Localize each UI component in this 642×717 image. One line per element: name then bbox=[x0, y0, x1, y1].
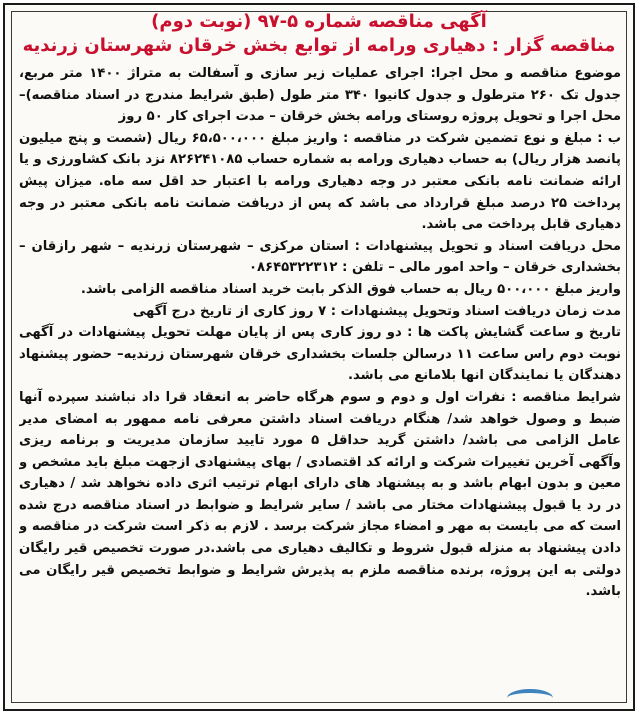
guarantee-paragraph: ب : مبلغ و نوع تضمین شرکت در مناقصه : واریز مبلغ ۶۵،۵۰۰،۰۰۰ ریال (شصت و پنج میلیون پانصد هزار ریال) به حساب دهیاری ورامه به شماره حساب ۸۲۶۲۴۱۰۸۵ نزد بانک کشاورزی و یا ارائه ضمانت نامه بانکی معتبر در وجه دهیاری ورامه با اعتبار حد اقل سه ماه. میزان پیش پرداخت ۲۵ درصد مبلغ قرارداد می باشد که پس از دریافت ضمانت نامه بانکی معتبر در وجه دهیاری قابل پرداخت می باشد. bbox=[19, 130, 621, 233]
document-fee-paragraph: واریز مبلغ ۵۰۰،۰۰۰ ریال به حساب فوق الذکر بابت خرید اسناد مناقصه الزامی باشد. bbox=[80, 281, 621, 297]
conditions-paragraph: شرایط مناقصه : نفرات اول و دوم و سوم هرگاه حاضر به انعقاد قرا داد نباشند سپرده آنها ضبط و وصول خواهد شد/ هنگام دریافت اسناد داشتن معرفی نامه ممهور به امضای مدیر عامل الزامی می باشد/ داشتن گرید حداقل ۵ مورد تایید سازمان مدیریت و برنامه ریزی وآگهی آخرین تغییرات شرکت و ارائه کد اقتصادی / بهای پیشنهادی ازجهت مبلغ باید مشخص و معین و بدون ابهام باشد و به پیشنهاد های دارای ابهام ترتیب اثری داده نخواهد شد / دهیاری در رد یا قبول پیشنهادات مختار می باشد / سایر شرایط و ضوابط در اسناد مناقصه درج شده است که می بایست به مهر و امضاء مجاز شرکت برسد . لازم به ذکر است شرکت در مناقصه و دادن پیشنهاد به منزله قبول شروط و تکالیف دهیاری می باشد.در صورت تخصیص قیر رایگان دولتی به این پروژه، برنده مناقصه ملزم به پذیرش شرایط و ضوابط تخصیص قیر رایگان می باشد. bbox=[19, 389, 621, 600]
documents-location-paragraph: محل دریافت اسناد و تحویل پیشنهادات : استان مرکزی – شهرستان زرندیه – شهر رازقان – بخشداری خرقان – واحد امور مالی – تلفن : ۰۸۶۴۵۳۲۲۳۱۲ bbox=[19, 238, 621, 276]
notice-title: آگهی مناقصه شماره ۵-۹۷ (نوبت دوم) bbox=[151, 11, 487, 32]
publisher-logo-icon bbox=[507, 689, 553, 707]
deadline-paragraph: مدت زمان دریافت اسناد وتحویل پیشنهادات : ۷ روز کاری از تاریخ درج آگهی bbox=[132, 303, 621, 319]
tender-organizer-title: مناقصه گزار : دهیاری ورامه از توابع بخش خرقان شهرستان زرندیه bbox=[22, 35, 616, 56]
subject-paragraph bbox=[19, 63, 621, 128]
opening-date-paragraph: تاریخ و ساعت گشایش پاکت ها : دو روز کاری پس از پایان مهلت تحویل پیشنهادات در آگهی نوبت دوم راس ساعت ۱۱ درسالن جلسات بخشداری خرقان شهرستان زرندیه– حضور پیشنهاد دهندگان یا نمایندگان انها بلامانع می باشد. bbox=[19, 325, 621, 384]
notice-frame bbox=[3, 3, 635, 711]
subject-text: اجرای عملیات زیر سازی و آسفالت به متراژ ۱۴۰۰ متر مربع، جدول تک ۲۶۰ مترطول و جدول کانیوا ۳۴۰ متر طول (طبق شرایط مندرج در اسناد مناقصه)– محل اجرا و تحویل پروژه روستای ورامه بخش خرقان – مدت اجرای کار ۵۰ روز bbox=[19, 66, 621, 125]
notice-body bbox=[19, 63, 621, 703]
subject-lead: موضوع مناقصه و محل اجرا: bbox=[430, 66, 621, 81]
